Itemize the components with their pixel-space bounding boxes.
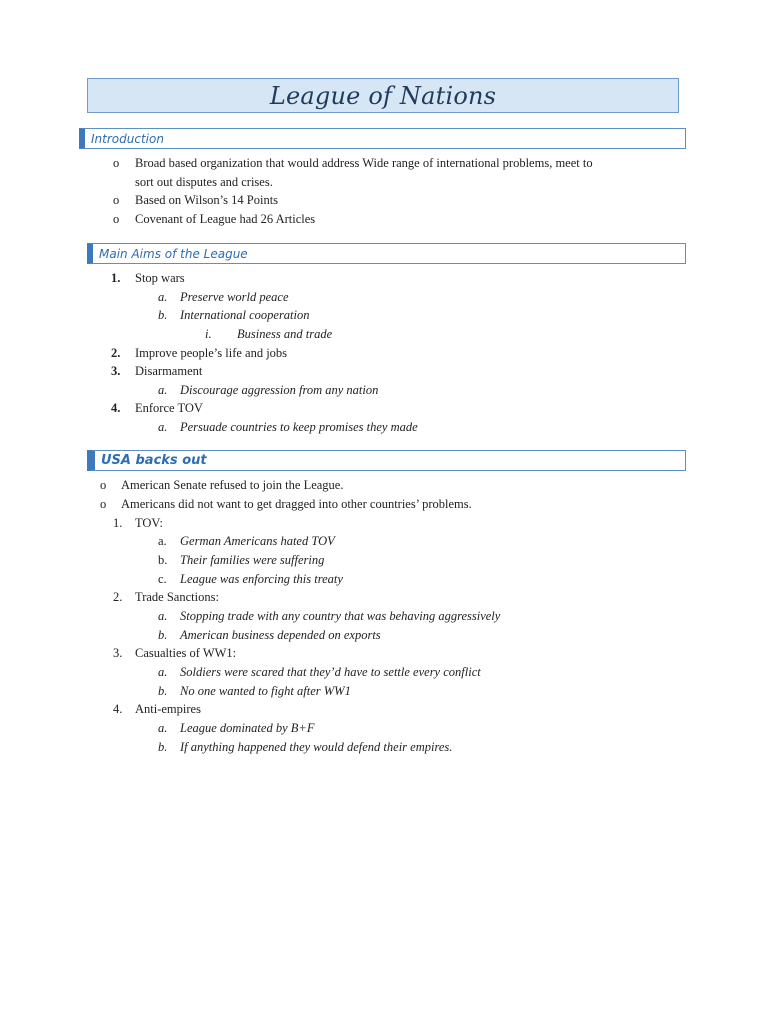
usa-item-2: Trade Sanctions:: [135, 590, 219, 604]
aim-item-1: Stop wars: [135, 271, 185, 285]
bullet-marker: o: [100, 497, 107, 511]
sub-marker: a.: [158, 534, 167, 548]
title-box: [87, 78, 679, 113]
usa-sub-item: American business depended on exports: [180, 628, 381, 642]
sub-marker: b.: [158, 740, 168, 754]
bullet-marker: o: [113, 193, 120, 207]
list-number: 4.: [111, 401, 121, 415]
section-heading-main-aims: [87, 243, 686, 264]
sub-marker: b.: [158, 553, 168, 567]
aim-subsub-item: Business and trade: [237, 327, 333, 341]
intro-item-1: Broad based organization that would address Wide range of international problems, meet to: [135, 156, 593, 170]
intro-item-3: Covenant of League had 26 Articles: [135, 212, 316, 226]
list-number: 3.: [113, 646, 123, 660]
usa-item-3: Casualties of WW1:: [135, 646, 237, 660]
usa-sub-item: German Americans hated TOV: [180, 534, 335, 548]
usa-sub-item: Stopping trade with any country that was behaving aggressively: [180, 609, 501, 623]
section-heading-introduction: [79, 128, 686, 149]
intro-item-2: Based on Wilson’s 14 Points: [135, 193, 279, 207]
document-title: League of Nations: [269, 81, 497, 110]
sub-marker: a.: [158, 721, 168, 735]
subsub-marker: i.: [205, 327, 212, 341]
usa-sub-item: League dominated by B+F: [180, 721, 315, 735]
aim-sub-item: International cooperation: [180, 308, 310, 322]
usa-sub-item: Soldiers were scared that they’d have to settle every conflict: [180, 665, 481, 679]
list-number: 2.: [111, 346, 121, 360]
usa-bullet-2: Americans did not want to get dragged into other countries’ problems.: [121, 497, 472, 511]
list-number: 4.: [113, 702, 123, 716]
bullet-marker: o: [113, 156, 120, 170]
usa-item-4: Anti-empires: [135, 702, 201, 716]
aim-sub-item: Discourage aggression from any nation: [180, 383, 379, 397]
sub-marker: a.: [158, 383, 168, 397]
sub-marker: b.: [158, 308, 168, 322]
bullet-marker: o: [113, 212, 120, 226]
usa-sub-item: No one wanted to fight after WW1: [180, 684, 351, 698]
list-number: 3.: [111, 364, 121, 378]
usa-sub-item: Their families were suffering: [180, 553, 325, 567]
aim-sub-item: Persuade countries to keep promises they made: [180, 420, 418, 434]
sub-marker: a.: [158, 609, 168, 623]
section-heading-label: Main Aims of the League: [99, 246, 248, 261]
aim-item-4: Enforce TOV: [135, 401, 203, 415]
intro-item-1-cont: sort out disputes and crises.: [135, 175, 273, 189]
list-number: 1.: [113, 516, 123, 530]
aim-item-2: Improve people’s life and jobs: [135, 346, 288, 360]
list-number: 1.: [111, 271, 121, 285]
aim-sub-item: Preserve world peace: [180, 290, 289, 304]
usa-sub-item: League was enforcing this treaty: [180, 572, 343, 586]
list-number: 2.: [113, 590, 123, 604]
sub-marker: a.: [158, 290, 168, 304]
section-heading-label: Introduction: [91, 131, 164, 146]
bullet-marker: o: [100, 478, 107, 492]
sub-marker: c.: [158, 572, 167, 586]
usa-item-1: TOV:: [135, 516, 164, 530]
sub-marker: b.: [158, 628, 168, 642]
sub-marker: b.: [158, 684, 168, 698]
sub-marker: a.: [158, 665, 168, 679]
aim-item-3: Disarmament: [135, 364, 203, 378]
sub-marker: a.: [158, 420, 168, 434]
usa-sub-item: If anything happened they would defend their empires.: [180, 740, 453, 754]
usa-bullet-1: American Senate refused to join the League.: [121, 478, 344, 492]
section-heading-label: USA backs out: [101, 453, 207, 468]
section-heading-usa-backs-out: [87, 450, 686, 471]
